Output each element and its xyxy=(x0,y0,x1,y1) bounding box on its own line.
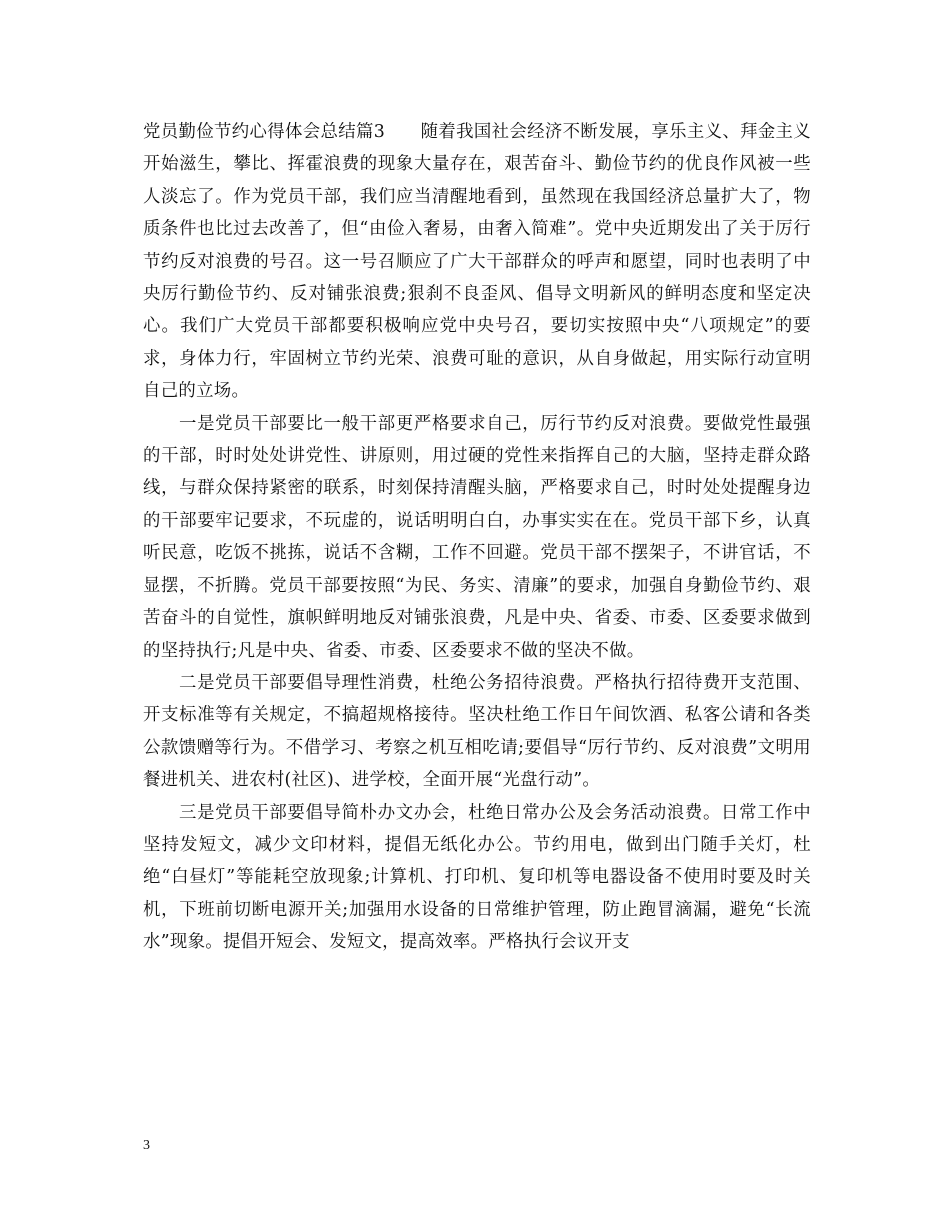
paragraph-point-two: 二是党员干部要倡导理性消费，杜绝公务招待浪费。严格执行招待费开支范围、开支标准等有关规定，不搞超规格接待。坚决杜绝工作日午间饮酒、私客公请和各类公款馈赠等行为。不借学习、考察之机互相吃请;要倡导“厉行节约、反对浪费”文明用餐进机关、进农村(社区)、进学校，全面开展“光盘行动”。 xyxy=(143,672,811,791)
paragraph-intro: 党员勤俭节约心得体会总结篇3 随着我国社会经济不断发展，享乐主义、拜金主义开始滋生，攀比、挥霍浪费的现象大量存在，艰苦奋斗、勤俭节约的优良作风被一些人淡忘了。作为党员干部，我们应当清醒地看到，虽然现在我国经济总量扩大了，物质条件也比过去改善了，但“由俭入奢易，由奢入简难”。党中央近期发出了关于厉行节约反对浪费的号召。这一号召顺应了广大干部群众的呼声和愿望，同时也表明了中央厉行勤俭节约、反对铺张浪费;狠刹不良歪风、倡导文明新风的鲜明态度和坚定决心。我们广大党员干部都要积极响应党中央号召，要切实按照中央“八项规定”的要求，身体力行，牢固树立节约光荣、浪费可耻的意识，从自身做起，用实际行动宣明自己的立场。 xyxy=(143,122,811,402)
page-number: 3 xyxy=(143,1138,150,1153)
paragraph-point-three: 三是党员干部要倡导简朴办文办会，杜绝日常办公及会务活动浪费。日常工作中坚持发短文，减少文印材料，提倡无纸化办公。节约用电，做到出门随手关灯，杜绝“白昼灯”等能耗空放现象;计算机、打印机、复印机等电器设备不使用时要及时关机，下班前切断电源开关;加强用水设备的日常维护管理，防止跑冒滴漏，避免“长流水”现象。提倡开短会、发短文，提高效率。严格执行会议开支 xyxy=(143,802,811,953)
document-body xyxy=(143,116,811,959)
paragraph-point-one: 一是党员干部要比一般干部更严格要求自己，厉行节约反对浪费。要做党性最强的干部，时时处处讲党性、讲原则，用过硬的党性来指挥自己的大脑，坚持走群众路线，与群众保持紧密的联系，时刻保持清醒头脑，严格要求自己，时时处处提醒身边的干部要牢记要求，不玩虚的，说话明明白白，办事实实在在。党员干部下乡，认真听民意，吃饭不挑拣，说话不含糊，工作不回避。党员干部不摆架子，不讲官话，不显摆，不折腾。党员干部要按照“为民、务实、清廉”的要求，加强自身勤俭节约、艰苦奋斗的自觉性，旗帜鲜明地反对铺张浪费，凡是中央、省委、市委、区委要求做到的坚持执行;凡是中央、省委、市委、区委要求不做的坚决不做。 xyxy=(143,413,811,661)
